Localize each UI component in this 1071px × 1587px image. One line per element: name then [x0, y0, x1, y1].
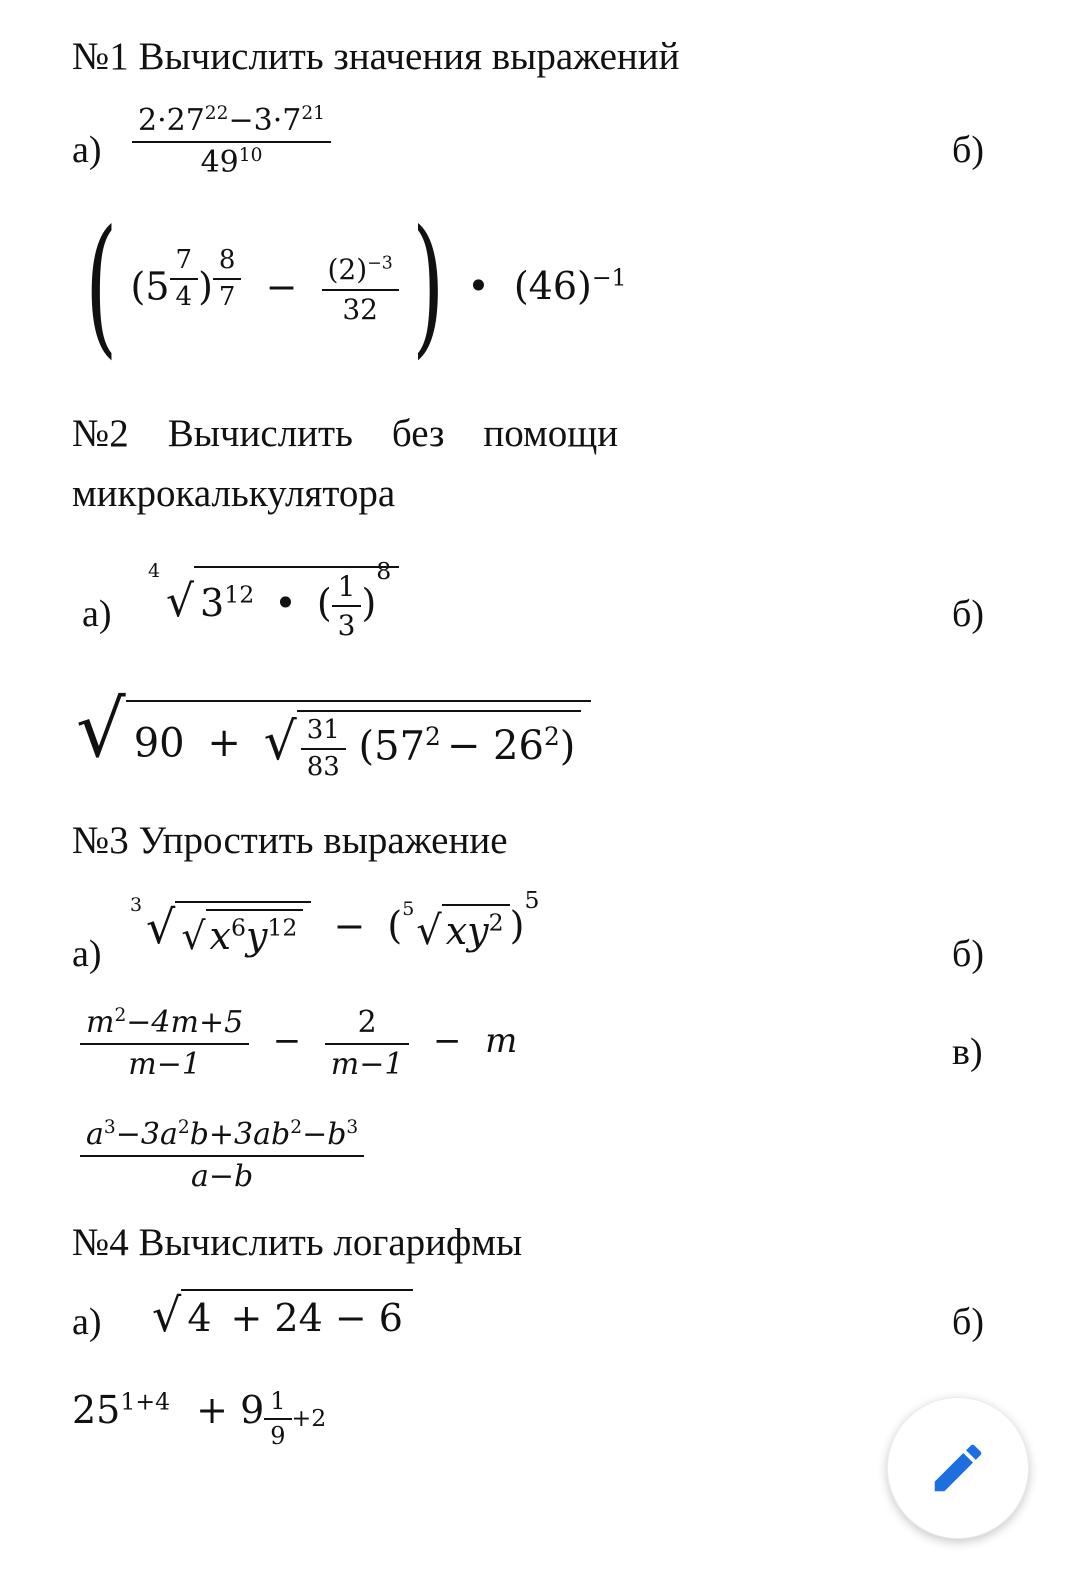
t2b-group-exp2: 2 — [543, 722, 560, 752]
t3a-inner2-body: xy — [445, 909, 489, 953]
t4b-exp-frac-num: 1 — [264, 1388, 291, 1420]
t3a-inner2-exp: 2 — [488, 908, 504, 937]
pencil-icon — [927, 1437, 989, 1499]
task-3-label-a: а) — [72, 933, 102, 975]
t1b-minus: − — [265, 264, 298, 309]
t2b-group-close: ) — [559, 723, 576, 770]
task-4-heading: №4 Вычислить логарифмы — [72, 1221, 523, 1264]
t2b-group-minus: − 26 — [446, 723, 544, 770]
t4b-base1: 25 — [72, 1388, 121, 1432]
t1a-den: 49 — [200, 144, 239, 180]
t1a-num-exp-2: 21 — [301, 103, 325, 124]
t1b-inner-den: 4 — [175, 282, 193, 313]
t3v-t2-tail: b — [189, 1117, 209, 1152]
t2a-base: 3 — [200, 581, 225, 626]
t3a-x: x — [209, 914, 231, 958]
left-paren-glyph: ( — [85, 199, 118, 373]
task-1-expression-a — [132, 104, 331, 180]
t3v-a-exp: 3 — [103, 1117, 116, 1138]
task-1-label-a: а) — [72, 129, 102, 171]
t2a-paren-close: ) — [361, 581, 377, 626]
task-3-expression-b — [80, 1006, 517, 1082]
t2a-base-exp: 12 — [224, 580, 255, 609]
t3v-a: a — [86, 1117, 104, 1152]
t3v-t4-exp: 3 — [346, 1117, 359, 1138]
t2b-inner-den: 83 — [306, 751, 340, 782]
task-4-expression-a: √ 4 + 24 − 6 — [152, 1288, 413, 1342]
task-2-label-b: б) — [952, 593, 984, 635]
t2b-first: 90 — [133, 720, 185, 767]
t2a-paren-open: ( — [316, 581, 332, 626]
t1b-tail-exp: −1 — [591, 263, 627, 292]
t1b-dot: • — [467, 264, 490, 308]
t3a-x-exp: 6 — [230, 913, 246, 942]
t1b-f2-den: 32 — [342, 292, 378, 326]
t2b-group-open: (57 — [358, 723, 426, 770]
t3v-t3: +3ab — [208, 1117, 291, 1152]
t1b-close: ) — [198, 264, 213, 309]
task-2-expression-a: 4 √ $3^{12}$ • ( $\frac{1}{3}$ )$^8$ — [148, 566, 399, 642]
t3b-f2-num: 2 — [325, 1006, 410, 1045]
t3a-outer-index: 3 — [130, 894, 143, 916]
t1a-num-2: −3·7 — [228, 103, 302, 138]
t3v-t3-exp: 2 — [290, 1117, 303, 1138]
t4a-radicand: 4 + 24 − 6 — [181, 1289, 413, 1340]
t3a-y-exp: 12 — [267, 913, 298, 942]
task-4-expression-b — [72, 1388, 326, 1450]
t2b-group-exp1: 2 — [425, 722, 441, 752]
t1b-base: (5 — [130, 264, 170, 309]
t3b-minus-2: − — [433, 1021, 462, 1061]
task-2-label-a: а) — [82, 593, 112, 635]
task-3-expression-a: 3 √ √ $x^6y^{12}$ − ( 5 √ $xy^2$ )$^5$ — [130, 886, 540, 958]
t3a-minus: − — [333, 903, 366, 948]
t1b-outer-den: 7 — [218, 282, 236, 313]
t1b-f2-num-exp: −3 — [367, 254, 393, 275]
task-3-heading: №3 Упростить выражение — [72, 819, 508, 862]
t2a-frac-den: 3 — [337, 609, 356, 643]
t3b-f2-den: m−1 — [330, 1046, 404, 1082]
t1b-inner-num: 7 — [170, 246, 199, 280]
task-2-expression-b: √ 90 + √ $\frac{31}{83}$ $(57^2 - 26^2)$ — [76, 700, 591, 783]
t1a-num-exp-1: 22 — [204, 103, 229, 124]
t3b-f1-den: m−1 — [128, 1046, 201, 1082]
t1a-den-exp: 10 — [238, 144, 263, 166]
t3v-t4: −b — [302, 1117, 347, 1152]
t1b-outer-num: 8 — [213, 246, 242, 280]
t3b-f1-m: m — [86, 1005, 115, 1040]
task-4-label-a: а) — [72, 1301, 102, 1343]
t4b-plus: + 9 — [196, 1388, 265, 1432]
t3v-t2: −3a — [115, 1117, 178, 1152]
task-2-heading-line2: микрокалькулятора — [72, 472, 396, 515]
t4b-exp-tail: +2 — [291, 1403, 327, 1432]
t3a-paren-exp: 5 — [524, 886, 540, 914]
t4b-base1-exp: 1+4 — [120, 1387, 171, 1416]
t3a-paren-open: ( — [387, 903, 403, 948]
t4b-exp-frac-den: 9 — [270, 1421, 286, 1450]
t3b-f1-exp: 2 — [114, 1005, 127, 1026]
task-1-label-b: б) — [952, 129, 984, 171]
t3a-inner2-index: 5 — [402, 898, 415, 920]
t2b-inner-num: 31 — [301, 716, 346, 750]
t3b-tail: m — [485, 1021, 518, 1061]
t3b-f1-rest: −4m+5 — [126, 1005, 244, 1040]
t3v-den: a−b — [191, 1158, 254, 1194]
right-paren-glyph: ) — [411, 199, 445, 373]
t2a-root-index: 4 — [148, 560, 161, 582]
t2b-plus: + — [207, 720, 241, 767]
t3a-paren-close: ) — [509, 903, 525, 948]
t2a-dot: • — [274, 581, 297, 626]
t2a-frac-num: 1 — [332, 571, 362, 607]
t3a-y: y — [245, 914, 268, 958]
task-3-expression-v — [80, 1118, 364, 1194]
task-3-label-v: в) — [952, 1031, 983, 1073]
task-2-heading-line1: №2 Вычислить без помощи — [72, 412, 619, 455]
t1b-tail: (46) — [513, 264, 592, 308]
task-3-label-b: б) — [952, 933, 984, 975]
t3v-t2-exp: 2 — [177, 1117, 190, 1138]
task-1-heading: №1 Вычислить значения выражений — [72, 35, 680, 78]
t1a-num-1: 2·27 — [138, 103, 205, 138]
t1b-f2-num: (2) — [327, 253, 368, 287]
t2a-paren-exp: 8 — [376, 557, 392, 585]
edit-pencil-button[interactable] — [887, 1397, 1029, 1539]
t3b-minus-1: − — [272, 1021, 302, 1061]
task-1-expression-b — [72, 199, 627, 373]
task-4-label-b: б) — [952, 1301, 984, 1343]
